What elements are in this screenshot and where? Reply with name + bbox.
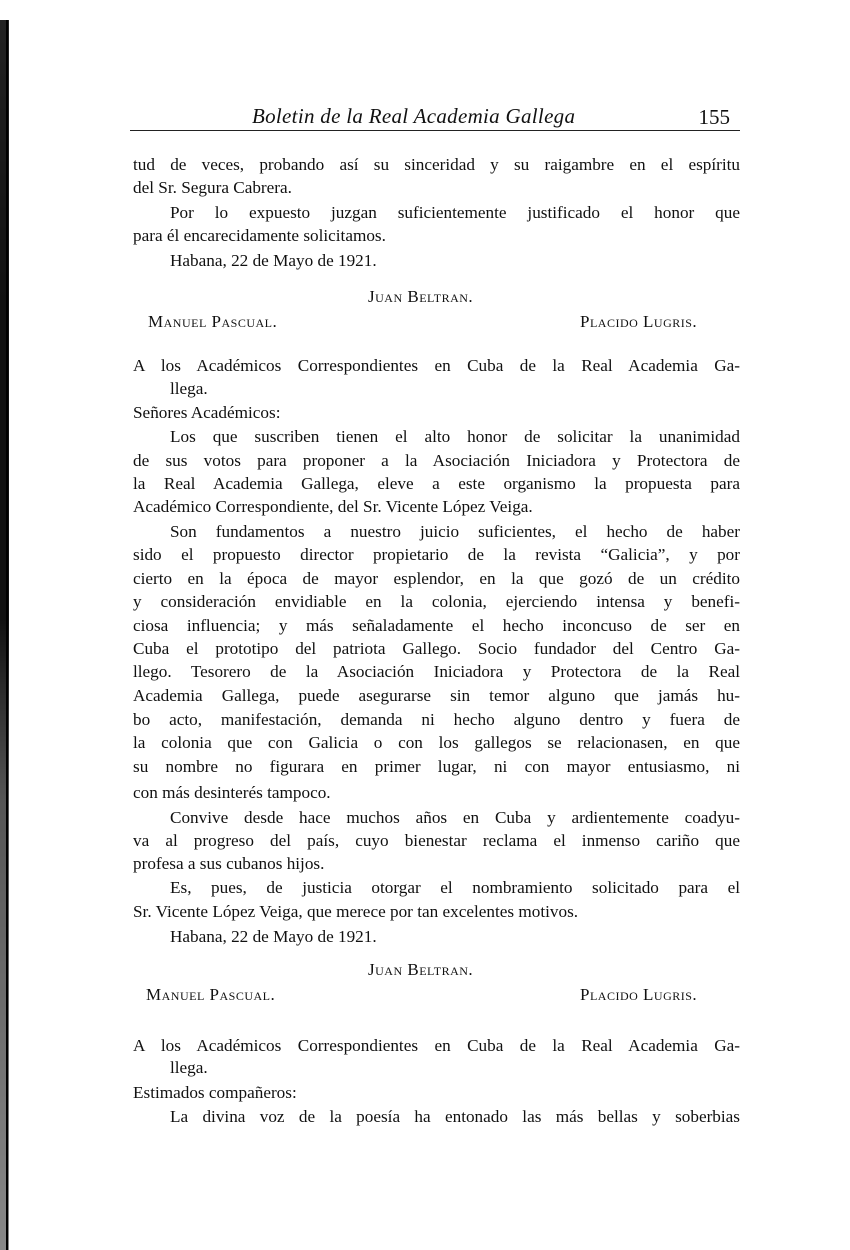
text-line: Convive desde hace muchos años en Cuba y ardientemente coadyu- [170, 808, 740, 827]
address-line: A los Académicos Correspondientes en Cuba de la Real Academia Ga- [133, 356, 740, 375]
text-line: Académico Correspondiente, del Sr. Vicente López Veiga. [133, 497, 533, 516]
running-header [130, 104, 740, 131]
salutation: Estimados compañeros: [133, 1083, 297, 1102]
text-line: Sr. Vicente López Veiga, que merece por tan excelentes motivos. [133, 902, 579, 921]
text-line: Cuba el prototipo del patriota Gallego. Socio fundador del Centro Ga- [133, 639, 740, 658]
text-line: de sus votos para proponer a la Asociación Iniciadora y Protectora de [133, 451, 740, 470]
text-line: para él encarecidamente solicitamos. [133, 226, 386, 245]
text-line: y consideración envidiable en la colonia, ejerciendo intensa y benefi- [133, 592, 740, 611]
text-line: su nombre no figurara en primer lugar, ni con mayor entusiasmo, ni [133, 757, 740, 776]
text-line: llego. Tesorero de la Asociación Iniciadora y Protectora de la Real [133, 662, 740, 681]
signature-left: Manuel Pascual. [146, 985, 276, 1004]
text-line: Academia Gallega, puede asegurarse sin temor alguno que jamás hu- [133, 686, 740, 705]
address-line: llega. [170, 379, 208, 398]
dateline: Habana, 22 de Mayo de 1921. [170, 927, 377, 946]
text-line: con más desinterés tampoco. [133, 783, 331, 802]
text-line: La divina voz de la poesía ha entonado las más bellas y soberbias [170, 1107, 740, 1126]
signature-center: Juan Beltran. [368, 287, 474, 306]
signature-right: Placido Lugris. [580, 985, 698, 1004]
text-line: sido el propuesto director propietario de la revista “Galicia”, y por [133, 545, 740, 564]
text-line: la Real Academia Gallega, eleve a este organismo la propuesta para [133, 474, 740, 493]
page-number: 155 [698, 105, 730, 129]
text-line: profesa a sus cubanos hijos. [133, 854, 325, 873]
text-line: Los que suscriben tienen el alto honor de solicitar la unanimidad [170, 427, 740, 446]
text-line: ciosa influencia; y más señaladamente el hecho inconcuso de ser en [133, 616, 740, 635]
signature-left: Manuel Pascual. [148, 312, 278, 331]
journal-title: Boletin de la Real Academia Gallega [252, 104, 576, 128]
address-line: llega. [170, 1058, 208, 1077]
address-line: A los Académicos Correspondientes en Cuba de la Real Academia Ga- [133, 1036, 740, 1055]
dateline: Habana, 22 de Mayo de 1921. [170, 251, 377, 270]
text-line: tud de veces, probando así su sinceridad y su raigambre en el espíritu [133, 155, 740, 174]
text-line: Por lo expuesto juzgan suficientemente justificado el honor que [170, 203, 740, 222]
signature-center: Juan Beltran. [368, 960, 474, 979]
text-line: cierto en la época de mayor esplendor, en la que gozó de un crédito [133, 569, 740, 588]
text-line: Son fundamentos a nuestro juicio suficientes, el hecho de haber [170, 522, 740, 541]
scan-edge-line [6, 20, 8, 1250]
text-line: del Sr. Segura Cabrera. [133, 178, 292, 197]
text-line: va al progreso del país, cuyo bienestar reclama el inmenso cariño que [133, 831, 740, 850]
text-line: bo acto, manifestación, demanda ni hecho alguno dentro y fuera de [133, 710, 740, 729]
signature-right: Placido Lugris. [580, 312, 698, 331]
text-line: la colonia que con Galicia o con los gallegos se relacionasen, en que [133, 733, 740, 752]
salutation: Señores Académicos: [133, 403, 281, 422]
text-line: Es, pues, de justicia otorgar el nombramiento solicitado para el [170, 878, 740, 897]
